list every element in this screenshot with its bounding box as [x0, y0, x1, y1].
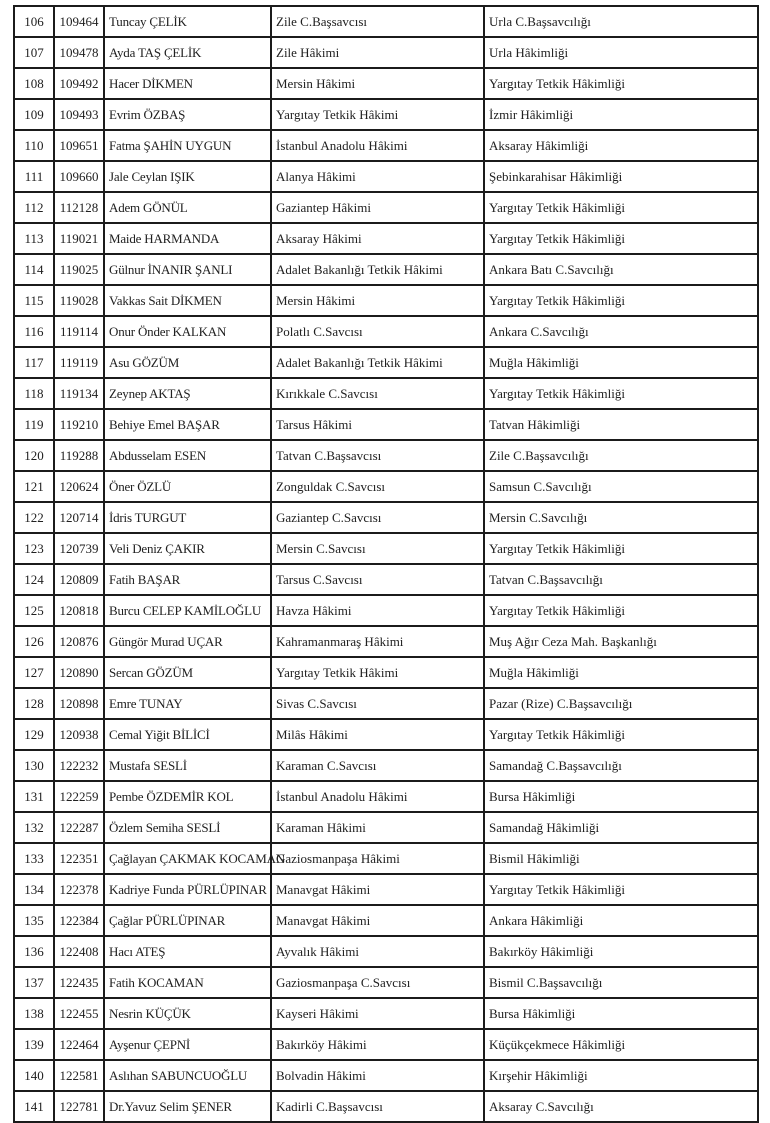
cell-row-no: 119 — [14, 409, 54, 440]
cell-name: Evrim ÖZBAŞ — [104, 99, 271, 130]
table-row — [14, 812, 758, 843]
cell-row-no: 114 — [14, 254, 54, 285]
cell-name: Çağlayan ÇAKMAK KOCAMAN — [104, 843, 271, 874]
cell-row-no: 128 — [14, 688, 54, 719]
cell-registry-no: 119288 — [54, 440, 104, 471]
cell-new-post: Yargıtay Tetkik Hâkimliği — [484, 874, 758, 905]
cell-current-post: Mersin C.Savcısı — [271, 533, 484, 564]
cell-new-post: Tatvan Hâkimliği — [484, 409, 758, 440]
cell-name: İdris TURGUT — [104, 502, 271, 533]
cell-name: Hacı ATEŞ — [104, 936, 271, 967]
cell-row-no: 120 — [14, 440, 54, 471]
cell-current-post: Zile Hâkimi — [271, 37, 484, 68]
table-row — [14, 440, 758, 471]
cell-current-post: Manavgat Hâkimi — [271, 905, 484, 936]
cell-new-post: Samandağ C.Başsavcılığı — [484, 750, 758, 781]
cell-name: Özlem Semiha SESLİ — [104, 812, 271, 843]
table-row — [14, 874, 758, 905]
cell-name: Gülnur İNANIR ŞANLI — [104, 254, 271, 285]
cell-new-post: Yargıtay Tetkik Hâkimliği — [484, 223, 758, 254]
cell-registry-no: 120624 — [54, 471, 104, 502]
cell-name: Veli Deniz ÇAKIR — [104, 533, 271, 564]
cell-registry-no: 122435 — [54, 967, 104, 998]
cell-registry-no: 122455 — [54, 998, 104, 1029]
cell-row-no: 139 — [14, 1029, 54, 1060]
table-row — [14, 6, 758, 37]
cell-registry-no: 122378 — [54, 874, 104, 905]
cell-current-post: Zile C.Başsavcısı — [271, 6, 484, 37]
cell-new-post: Bismil C.Başsavcılığı — [484, 967, 758, 998]
cell-new-post: Samsun C.Savcılığı — [484, 471, 758, 502]
cell-registry-no: 120890 — [54, 657, 104, 688]
cell-row-no: 126 — [14, 626, 54, 657]
table-row — [14, 37, 758, 68]
cell-row-no: 131 — [14, 781, 54, 812]
table-row — [14, 688, 758, 719]
cell-row-no: 133 — [14, 843, 54, 874]
table-row — [14, 936, 758, 967]
table-row — [14, 99, 758, 130]
cell-current-post: Gaziantep C.Savcısı — [271, 502, 484, 533]
cell-name: Güngör Murad UÇAR — [104, 626, 271, 657]
cell-current-post: Polatlı C.Savcısı — [271, 316, 484, 347]
cell-registry-no: 120876 — [54, 626, 104, 657]
table-row — [14, 533, 758, 564]
cell-name: Zeynep AKTAŞ — [104, 378, 271, 409]
cell-row-no: 136 — [14, 936, 54, 967]
cell-current-post: Gaziantep Hâkimi — [271, 192, 484, 223]
cell-row-no: 124 — [14, 564, 54, 595]
table-row — [14, 68, 758, 99]
cell-current-post: Mersin Hâkimi — [271, 68, 484, 99]
cell-row-no: 121 — [14, 471, 54, 502]
cell-registry-no: 120818 — [54, 595, 104, 626]
cell-registry-no: 119021 — [54, 223, 104, 254]
cell-name: Nesrin KÜÇÜK — [104, 998, 271, 1029]
cell-registry-no: 122232 — [54, 750, 104, 781]
cell-current-post: Bakırköy Hâkimi — [271, 1029, 484, 1060]
cell-current-post: Tarsus C.Savcısı — [271, 564, 484, 595]
cell-row-no: 110 — [14, 130, 54, 161]
table-row — [14, 1091, 758, 1122]
cell-registry-no: 120898 — [54, 688, 104, 719]
cell-name: Mustafa SESLİ — [104, 750, 271, 781]
table-row — [14, 347, 758, 378]
cell-name: Adem GÖNÜL — [104, 192, 271, 223]
cell-new-post: Ankara Batı C.Savcılığı — [484, 254, 758, 285]
cell-new-post: Muğla Hâkimliği — [484, 347, 758, 378]
cell-registry-no: 122408 — [54, 936, 104, 967]
table-row — [14, 595, 758, 626]
cell-row-no: 140 — [14, 1060, 54, 1091]
table-row — [14, 657, 758, 688]
cell-row-no: 130 — [14, 750, 54, 781]
cell-registry-no: 109493 — [54, 99, 104, 130]
cell-name: Kadriye Funda PÜRLÜPINAR — [104, 874, 271, 905]
cell-registry-no: 122581 — [54, 1060, 104, 1091]
cell-new-post: Yargıtay Tetkik Hâkimliği — [484, 719, 758, 750]
cell-registry-no: 122351 — [54, 843, 104, 874]
cell-current-post: Alanya Hâkimi — [271, 161, 484, 192]
cell-current-post: Adalet Bakanlığı Tetkik Hâkimi — [271, 347, 484, 378]
cell-current-post: Gaziosmanpaşa C.Savcısı — [271, 967, 484, 998]
cell-name: Çağlar PÜRLÜPINAR — [104, 905, 271, 936]
cell-current-post: Yargıtay Tetkik Hâkimi — [271, 657, 484, 688]
cell-name: Fatih BAŞAR — [104, 564, 271, 595]
cell-row-no: 123 — [14, 533, 54, 564]
cell-current-post: Kadirli C.Başsavcısı — [271, 1091, 484, 1122]
cell-new-post: Bakırköy Hâkimliği — [484, 936, 758, 967]
cell-name: Dr.Yavuz Selim ŞENER — [104, 1091, 271, 1122]
cell-new-post: Aksaray Hâkimliği — [484, 130, 758, 161]
table-row — [14, 843, 758, 874]
cell-current-post: Tatvan C.Başsavcısı — [271, 440, 484, 471]
cell-current-post: Karaman Hâkimi — [271, 812, 484, 843]
cell-row-no: 129 — [14, 719, 54, 750]
cell-new-post: Muğla Hâkimliği — [484, 657, 758, 688]
cell-row-no: 111 — [14, 161, 54, 192]
cell-registry-no: 109492 — [54, 68, 104, 99]
table-row — [14, 192, 758, 223]
cell-registry-no: 120739 — [54, 533, 104, 564]
table-row — [14, 998, 758, 1029]
cell-new-post: Samandağ Hâkimliği — [484, 812, 758, 843]
cell-row-no: 122 — [14, 502, 54, 533]
cell-row-no: 109 — [14, 99, 54, 130]
cell-current-post: Havza Hâkimi — [271, 595, 484, 626]
table-row — [14, 130, 758, 161]
cell-registry-no: 122464 — [54, 1029, 104, 1060]
cell-new-post: Bursa Hâkimliği — [484, 781, 758, 812]
cell-current-post: Sivas C.Savcısı — [271, 688, 484, 719]
cell-current-post: Mersin Hâkimi — [271, 285, 484, 316]
cell-name: Maide HARMANDA — [104, 223, 271, 254]
cell-row-no: 137 — [14, 967, 54, 998]
cell-registry-no: 109478 — [54, 37, 104, 68]
cell-registry-no: 119119 — [54, 347, 104, 378]
cell-name: Pembe ÖZDEMİR KOL — [104, 781, 271, 812]
cell-registry-no: 122259 — [54, 781, 104, 812]
cell-name: Ayda TAŞ ÇELİK — [104, 37, 271, 68]
cell-new-post: Yargıtay Tetkik Hâkimliği — [484, 285, 758, 316]
cell-row-no: 138 — [14, 998, 54, 1029]
cell-new-post: Yargıtay Tetkik Hâkimliği — [484, 533, 758, 564]
cell-new-post: Muş Ağır Ceza Mah. Başkanlığı — [484, 626, 758, 657]
cell-current-post: Adalet Bakanlığı Tetkik Hâkimi — [271, 254, 484, 285]
cell-new-post: Yargıtay Tetkik Hâkimliği — [484, 192, 758, 223]
cell-name: Ayşenur ÇEPNİ — [104, 1029, 271, 1060]
cell-registry-no: 119028 — [54, 285, 104, 316]
cell-registry-no: 120714 — [54, 502, 104, 533]
table-row — [14, 285, 758, 316]
cell-row-no: 108 — [14, 68, 54, 99]
table-row — [14, 564, 758, 595]
cell-registry-no: 119134 — [54, 378, 104, 409]
table-row — [14, 378, 758, 409]
cell-new-post: Urla C.Başsavcılığı — [484, 6, 758, 37]
cell-new-post: Yargıtay Tetkik Hâkimliği — [484, 378, 758, 409]
cell-current-post: Kırıkkale C.Savcısı — [271, 378, 484, 409]
cell-new-post: Pazar (Rize) C.Başsavcılığı — [484, 688, 758, 719]
cell-name: Asu GÖZÜM — [104, 347, 271, 378]
table-row — [14, 1029, 758, 1060]
cell-new-post: Yargıtay Tetkik Hâkimliği — [484, 595, 758, 626]
cell-registry-no: 112128 — [54, 192, 104, 223]
cell-current-post: Yargıtay Tetkik Hâkimi — [271, 99, 484, 130]
cell-name: Jale Ceylan IŞIK — [104, 161, 271, 192]
table-row — [14, 1060, 758, 1091]
table-row — [14, 781, 758, 812]
cell-row-no: 115 — [14, 285, 54, 316]
cell-row-no: 117 — [14, 347, 54, 378]
cell-registry-no: 119114 — [54, 316, 104, 347]
cell-new-post: Küçükçekmece Hâkimliği — [484, 1029, 758, 1060]
table-row — [14, 750, 758, 781]
cell-current-post: İstanbul Anadolu Hâkimi — [271, 781, 484, 812]
cell-registry-no: 109651 — [54, 130, 104, 161]
cell-row-no: 132 — [14, 812, 54, 843]
cell-name: Abdusselam ESEN — [104, 440, 271, 471]
cell-new-post: Ankara C.Savcılığı — [484, 316, 758, 347]
cell-current-post: Bolvadin Hâkimi — [271, 1060, 484, 1091]
cell-row-no: 125 — [14, 595, 54, 626]
cell-current-post: Tarsus Hâkimi — [271, 409, 484, 440]
cell-new-post: Zile C.Başsavcılığı — [484, 440, 758, 471]
cell-name: Cemal Yiğit BİLİCİ — [104, 719, 271, 750]
cell-current-post: Karaman C.Savcısı — [271, 750, 484, 781]
cell-new-post: Kırşehir Hâkimliği — [484, 1060, 758, 1091]
cell-registry-no: 119025 — [54, 254, 104, 285]
cell-name: Fatma ŞAHİN UYGUN — [104, 130, 271, 161]
table-row — [14, 967, 758, 998]
cell-row-no: 113 — [14, 223, 54, 254]
cell-registry-no: 119210 — [54, 409, 104, 440]
cell-name: Sercan GÖZÜM — [104, 657, 271, 688]
cell-row-no: 118 — [14, 378, 54, 409]
cell-registry-no: 109464 — [54, 6, 104, 37]
cell-new-post: İzmir Hâkimliği — [484, 99, 758, 130]
table-row — [14, 223, 758, 254]
cell-new-post: Ankara Hâkimliği — [484, 905, 758, 936]
cell-row-no: 116 — [14, 316, 54, 347]
table-row — [14, 161, 758, 192]
cell-new-post: Bursa Hâkimliği — [484, 998, 758, 1029]
table-row — [14, 905, 758, 936]
table-row — [14, 254, 758, 285]
cell-name: Aslıhan SABUNCUOĞLU — [104, 1060, 271, 1091]
cell-row-no: 112 — [14, 192, 54, 223]
cell-name: Vakkas Sait DİKMEN — [104, 285, 271, 316]
cell-new-post: Şebinkarahisar Hâkimliği — [484, 161, 758, 192]
table-row — [14, 409, 758, 440]
table-body — [14, 6, 758, 1122]
cell-row-no: 141 — [14, 1091, 54, 1122]
cell-current-post: Milâs Hâkimi — [271, 719, 484, 750]
cell-registry-no: 122384 — [54, 905, 104, 936]
cell-name: Onur Önder KALKAN — [104, 316, 271, 347]
cell-registry-no: 122781 — [54, 1091, 104, 1122]
cell-current-post: Ayvalık Hâkimi — [271, 936, 484, 967]
judicial-assignment-table — [13, 5, 759, 1123]
cell-current-post: Gaziosmanpaşa Hâkimi — [271, 843, 484, 874]
cell-row-no: 127 — [14, 657, 54, 688]
table-row — [14, 316, 758, 347]
cell-name: Tuncay ÇELİK — [104, 6, 271, 37]
cell-current-post: Kayseri Hâkimi — [271, 998, 484, 1029]
table-row — [14, 471, 758, 502]
cell-row-no: 135 — [14, 905, 54, 936]
cell-row-no: 107 — [14, 37, 54, 68]
cell-name: Hacer DİKMEN — [104, 68, 271, 99]
cell-name: Emre TUNAY — [104, 688, 271, 719]
cell-current-post: Manavgat Hâkimi — [271, 874, 484, 905]
cell-registry-no: 109660 — [54, 161, 104, 192]
table-row — [14, 719, 758, 750]
cell-new-post: Bismil Hâkimliği — [484, 843, 758, 874]
cell-new-post: Yargıtay Tetkik Hâkimliği — [484, 68, 758, 99]
cell-name: Fatih KOCAMAN — [104, 967, 271, 998]
cell-registry-no: 120938 — [54, 719, 104, 750]
cell-name: Burcu CELEP KAMİLOĞLU — [104, 595, 271, 626]
cell-current-post: Aksaray Hâkimi — [271, 223, 484, 254]
cell-row-no: 106 — [14, 6, 54, 37]
cell-current-post: İstanbul Anadolu Hâkimi — [271, 130, 484, 161]
cell-name: Behiye Emel BAŞAR — [104, 409, 271, 440]
table-row — [14, 626, 758, 657]
cell-name: Öner ÖZLÜ — [104, 471, 271, 502]
cell-registry-no: 120809 — [54, 564, 104, 595]
cell-new-post: Urla Hâkimliği — [484, 37, 758, 68]
cell-row-no: 134 — [14, 874, 54, 905]
cell-current-post: Kahramanmaraş Hâkimi — [271, 626, 484, 657]
cell-new-post: Mersin C.Savcılığı — [484, 502, 758, 533]
cell-new-post: Aksaray C.Savcılığı — [484, 1091, 758, 1122]
cell-new-post: Tatvan C.Başsavcılığı — [484, 564, 758, 595]
table-row — [14, 502, 758, 533]
cell-current-post: Zonguldak C.Savcısı — [271, 471, 484, 502]
cell-registry-no: 122287 — [54, 812, 104, 843]
